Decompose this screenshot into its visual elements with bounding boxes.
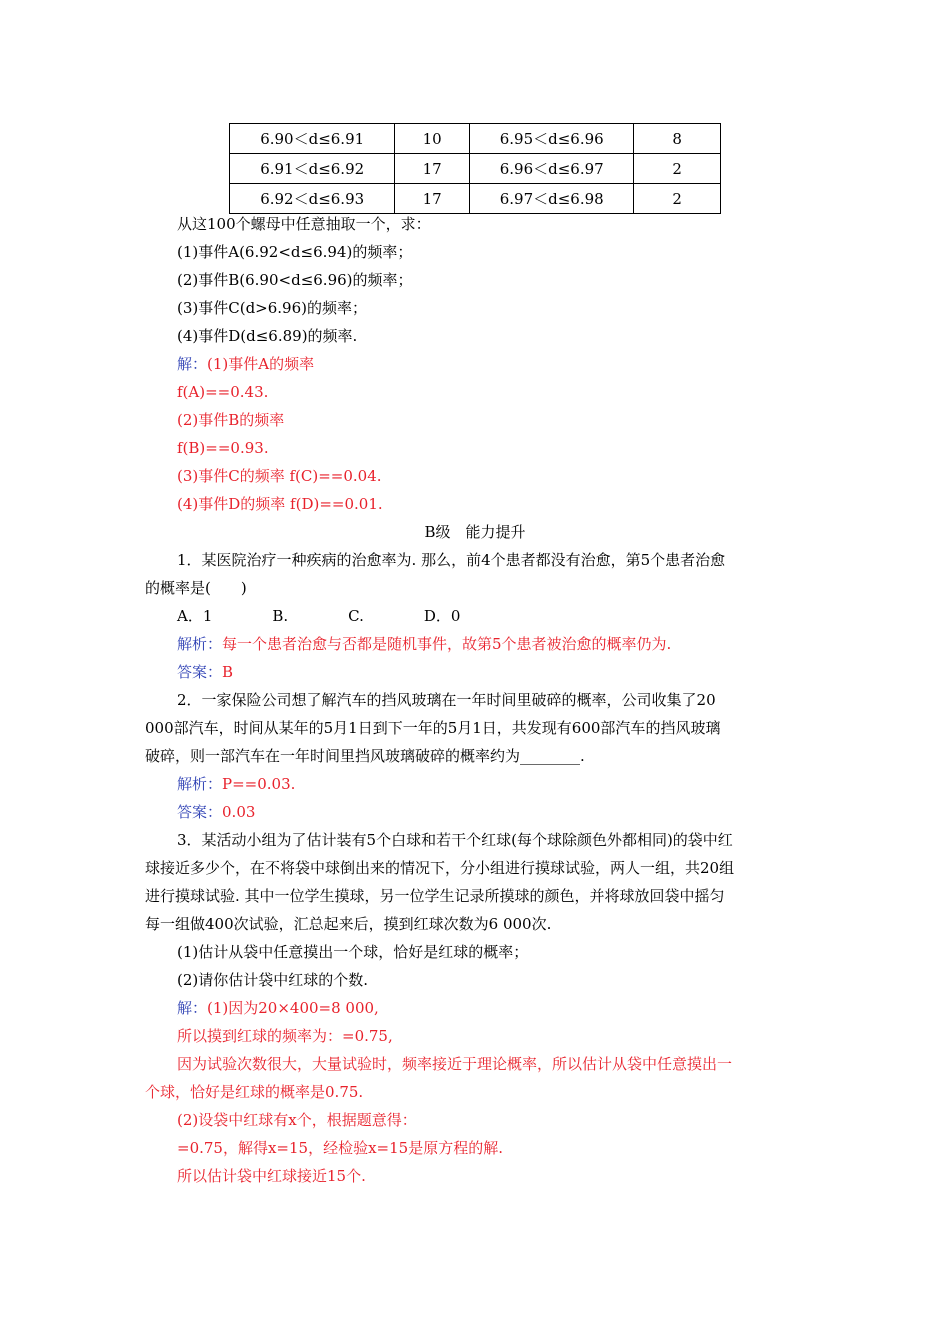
data-table [229, 123, 721, 214]
question-2-answer [177, 801, 255, 823]
question-3-solution [177, 997, 379, 1019]
solution-step: f(A)==0.43. [177, 383, 269, 401]
question-3-sub: (1)估计从袋中任意摸出一个球，恰好是红球的概率； [177, 943, 529, 961]
solution-label: 解： [177, 355, 208, 373]
table-row [230, 124, 721, 154]
solution-step: (2)设袋中红球有x个，根据题意得： [177, 1111, 417, 1129]
table-row [230, 184, 721, 214]
solution-step: (1)因为20×400=8 000, [207, 999, 379, 1017]
problem-q2: (2)事件B(6.90<d≤6.96)的频率； [177, 271, 413, 289]
question-2-analysis [177, 773, 295, 795]
table-cell: 6.97＜d≤6.98 [470, 184, 634, 214]
section-title: B级 能力提升 [424, 523, 526, 541]
analysis-text: P==0.03. [222, 775, 296, 793]
table-cell: 17 [395, 184, 470, 214]
question-1-analysis [177, 633, 671, 655]
solution-step: 个球，恰好是红球的概率是0.75. [145, 1083, 364, 1101]
table-cell: 2 [634, 184, 721, 214]
table-cell: 6.92＜d≤6.93 [230, 184, 395, 214]
question-3-line: 进行摸球试验. 其中一位学生摸球，另一位学生记录所摸球的颜色，并将球放回袋中摇匀 [145, 887, 725, 905]
solution-step: 所以摸到红球的频率为：=0.75, [177, 1027, 393, 1045]
question-3-sub: (2)请你估计袋中红球的个数. [177, 971, 369, 989]
solution-step: (4)事件D的频率 f(D)==0.01. [177, 495, 383, 513]
table-cell: 8 [634, 124, 721, 154]
question-3-line: 3．某活动小组为了估计装有5个白球和若干个红球(每个球除颜色外都相同)的袋中红 [177, 831, 733, 849]
answer-label: 答案： [177, 663, 223, 681]
problem-q3: (3)事件C(d>6.96)的频率； [177, 299, 367, 317]
answer-label: 答案： [177, 803, 223, 821]
table-cell: 6.96＜d≤6.97 [470, 154, 634, 184]
question-1-options: A．1 B. C. D．0 [177, 607, 461, 625]
solution-step: =0.75，解得x=15，经检验x=15是原方程的解. [177, 1139, 503, 1157]
question-2-line: 破碎，则一部汽车在一年时间里挡风玻璃破碎的概率约为________. [145, 747, 585, 765]
problem-intro: 从这100个螺母中任意抽取一个，求： [177, 215, 431, 233]
question-2-line: 2．一家保险公司想了解汽车的挡风玻璃在一年时间里破碎的概率，公司收集了20 [177, 691, 716, 709]
table-cell: 6.95＜d≤6.96 [470, 124, 634, 154]
answer-text: B [222, 663, 234, 681]
solution-step: f(B)==0.93. [177, 439, 269, 457]
solution-step: (1)事件A的频率 [207, 355, 315, 373]
solution-step: 因为试验次数很大，大量试验时，频率接近于理论概率，所以估计从袋中任意摸出一 [177, 1055, 733, 1073]
question-1-line: 1．某医院治疗一种疾病的治愈率为. 那么，前4个患者都没有治愈，第5个患者治愈 [177, 551, 726, 569]
analysis-label: 解析： [177, 635, 223, 653]
question-3-line: 球接近多少个，在不将袋中球倒出来的情况下，分小组进行摸球试验，两人一组，共20组 [145, 859, 735, 877]
table-cell: 17 [395, 154, 470, 184]
analysis-label: 解析： [177, 775, 223, 793]
problem-q1: (1)事件A(6.92<d≤6.94)的频率； [177, 243, 413, 261]
table-cell: 6.90＜d≤6.91 [230, 124, 395, 154]
table-row [230, 154, 721, 184]
solution-step: 所以估计袋中红球接近15个. [177, 1167, 366, 1185]
question-1-answer [177, 661, 233, 683]
question-1-line: 的概率是( ) [145, 579, 247, 597]
question-2-line: 000部汽车，时间从某年的5月1日到下一年的5月1日，共发现有600部汽车的挡风玻璃 [145, 719, 721, 737]
problem-q4: (4)事件D(d≤6.89)的频率. [177, 327, 358, 345]
question-3-line: 每一组做400次试验，汇总起来后，摸到红球次数为6 000次. [145, 915, 552, 933]
solution-label: 解： [177, 999, 208, 1017]
table-cell: 2 [634, 154, 721, 184]
analysis-text: 每一个患者治愈与否都是随机事件，故第5个患者被治愈的概率仍为. [222, 635, 672, 653]
solution-step: (2)事件B的频率 [177, 411, 285, 429]
solution-step: (3)事件C的频率 f(C)==0.04. [177, 467, 382, 485]
table-cell: 10 [395, 124, 470, 154]
table-cell: 6.91＜d≤6.92 [230, 154, 395, 184]
answer-text: 0.03 [222, 803, 256, 821]
solution-line-1 [177, 353, 314, 375]
